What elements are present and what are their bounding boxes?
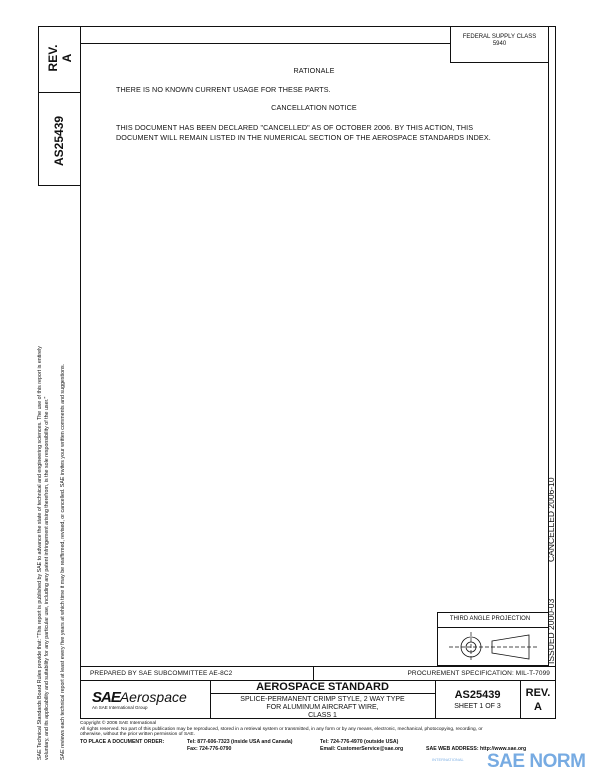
federal-supply-box [450, 26, 549, 63]
web-label: SAE WEB ADDRESS: [426, 746, 479, 752]
order-contacts [187, 739, 293, 753]
prepared-by: PREPARED BY SAE SUBCOMMITTEE AE-8C2 [90, 670, 233, 677]
copyright: Copyright © 2006 SAE International [80, 721, 157, 726]
watermark-sub: INTERNATIONAL [432, 757, 464, 762]
federal-supply-label: FEDERAL SUPPLY CLASS [462, 34, 537, 40]
divider [38, 92, 81, 93]
title-line1: SPLICE-PERMANENT CRIMP STYLE, 2 WAY TYPE [240, 696, 405, 703]
order-label: TO PLACE A DOCUMENT ORDER: [80, 739, 165, 745]
rights-line1: All rights reserved. No part of this publication may be reproduced, stored in a retrieval system or transmitted, in any form or by any means, electronic, mechanical, photocopying, recording, or [80, 726, 483, 732]
rev-label: REV. [525, 687, 551, 699]
logo-aerospace: Aerospace [119, 689, 187, 705]
order-contacts-2 [320, 739, 403, 753]
projection-label: THIRD ANGLE PROJECTION [449, 616, 531, 622]
side-rev [46, 36, 74, 80]
cancellation-line1: THIS DOCUMENT HAS BEEN DECLARED "CANCELLED" AS OF OCTOBER 2006. BY THIS ACTION, THIS [116, 123, 474, 132]
side-doc-number: AS25439 [52, 115, 66, 166]
copyright-notice [80, 721, 483, 738]
federal-supply-value: 5940 [492, 41, 507, 47]
divider [80, 666, 556, 667]
document-title [210, 696, 435, 720]
disclaimer-1 [37, 346, 51, 760]
disclaimer-line2: voluntary, and its applicability and suitability for any particular use, including any patent infringement arising therefrom, is the sole responsibility of the user." [44, 396, 50, 760]
fax: Fax: 724-776-0790 [187, 746, 232, 752]
logo-tagline: An SAE International Group [92, 705, 148, 710]
issued-date: ISSUED 2000-03 [546, 598, 556, 664]
standard-type: AEROSPACE STANDARD [256, 681, 389, 693]
rights-line2: otherwise, without the prior written permission of SAE. [80, 732, 195, 738]
logo-sae: SAE [92, 689, 120, 706]
rev-value: A [534, 701, 542, 713]
sae-aerospace-logo [92, 689, 187, 710]
rationale-heading: RATIONALE [293, 66, 335, 75]
procurement-spec: PROCUREMENT SPECIFICATION: MIL-T-7099 [407, 670, 550, 677]
cancellation-heading: CANCELLATION NOTICE [271, 103, 357, 112]
top-band-line [80, 43, 450, 44]
right-strip-line [548, 26, 549, 666]
divider [313, 666, 314, 680]
tel-inside: Tel: 877-606-7323 (inside USA and Canada) [187, 739, 293, 745]
side-rev-label: REV. [46, 44, 60, 72]
tel-outside: Tel: 724-776-4970 (outside USA) [320, 739, 399, 745]
cancellation-line2: DOCUMENT WILL REMAIN LISTED IN THE NUMERICAL SECTION OF THE AEROSPACE STANDARDS INDEX. [116, 133, 491, 142]
email-link[interactable]: Email: CustomerService@sae.org [320, 746, 404, 752]
sheet-number: SHEET 1 OF 3 [454, 703, 501, 710]
disclaimer-line3: SAE reviews each technical report at least every five years at which time it may be reaffirmed, revised, or cancelled. SAE invites your written comments and suggestions. [60, 363, 66, 760]
divider [210, 693, 435, 694]
doc-number: AS25439 [454, 689, 501, 701]
web-url-link[interactable]: http://www.sae.org [480, 746, 527, 752]
title-line2: FOR ALUMINUM AIRCRAFT WIRE, [266, 704, 379, 711]
title-line3: CLASS 1 [308, 712, 337, 719]
side-rev-value: A [60, 53, 74, 63]
cancelled-date: CANCELLED 2006-10 [546, 477, 556, 562]
rev-block [520, 686, 556, 714]
third-angle-projection-symbol [437, 628, 545, 666]
sae-norm-watermark: SAE NORM [487, 751, 586, 772]
disclaimer-line1: SAE Technical Standards Board Rules provide that: "This report is published by SAE to advance the state of technical and engineering sciences. The use of this report is entirely [37, 346, 43, 760]
rationale-text: THERE IS NO KNOWN CURRENT USAGE FOR THESE PARTS. [116, 85, 331, 94]
